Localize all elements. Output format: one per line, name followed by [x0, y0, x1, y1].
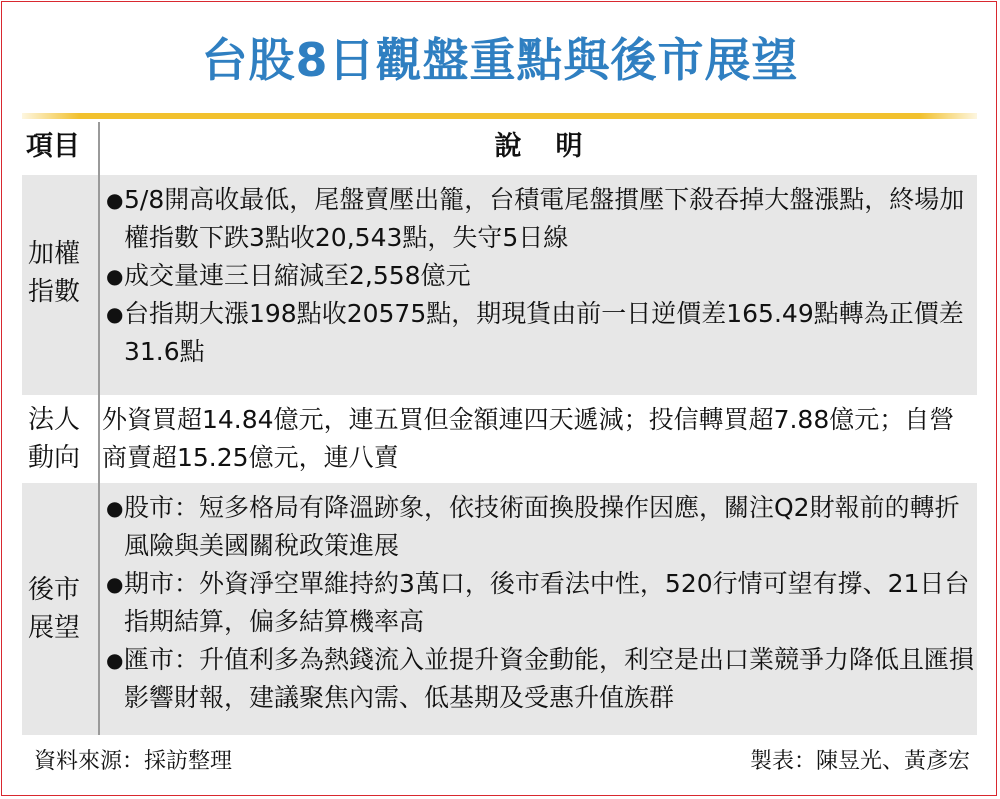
- credit-note: 製表：陳昱光、黃彥宏: [749, 749, 970, 774]
- page-title: 台股8日觀盤重點與後市展望: [201, 33, 799, 87]
- source-note: 資料來源：採訪整理: [34, 749, 233, 774]
- bullet-item: ●匯市：升值利多為熱錢流入並提升資金動能，利空是出口業競爭力降低且匯損影響財報，建議聚焦內需、低基期及受惠升值族群: [106, 641, 976, 717]
- row-description: [106, 181, 976, 371]
- table-row-index: [22, 175, 977, 395]
- bullet-icon: ●: [106, 496, 124, 520]
- row-description: 外資買超14.84億元，連五買但金額連四天遞減；投信轉買超7.88億元；自營商賣超15.25億元，連八賣: [102, 405, 955, 472]
- category-label: 加權 指數: [28, 239, 81, 307]
- header-item: 項目: [26, 131, 80, 162]
- table-row-institutions: [22, 398, 977, 480]
- info-table: [22, 122, 977, 735]
- bullet-icon: ●: [106, 302, 124, 326]
- bullet-icon: ●: [106, 648, 124, 672]
- table-row-outlook: [22, 483, 977, 735]
- column-divider: [98, 122, 100, 735]
- bullet-item: ●股市：短多格局有降溫跡象，依技術面換股操作因應，關注Q2財報前的轉折風險與美國關稅政策進展: [106, 489, 976, 565]
- bullet-item: ●成交量連三日縮減至2,558億元: [106, 257, 976, 295]
- bullet-icon: ●: [106, 188, 124, 212]
- bullet-item: ●期市：外資淨空單維持約3萬口，後市看法中性，520行情可望有撐、21日台指期結算，偏多結算機率高: [106, 565, 976, 641]
- title-divider: [22, 113, 977, 119]
- header-description: 說明: [494, 131, 617, 162]
- bullet-item: ●5/8開高收最低，尾盤賣壓出籠，台積電尾盤摜壓下殺吞掉大盤漲點，終場加權指數下跌3點收20,543點，失守5日線: [106, 181, 976, 257]
- bullet-icon: ●: [106, 572, 124, 596]
- bullet-item: ●台指期大漲198點收20575點，期現貨由前一日逆價差165.49點轉為正價差31.6點: [106, 295, 976, 371]
- category-label: 後市 展望: [28, 575, 81, 643]
- category-label: 法人 動向: [28, 405, 81, 473]
- bullet-icon: ●: [106, 264, 124, 288]
- row-description: [106, 489, 976, 717]
- table-header-row: [22, 122, 977, 172]
